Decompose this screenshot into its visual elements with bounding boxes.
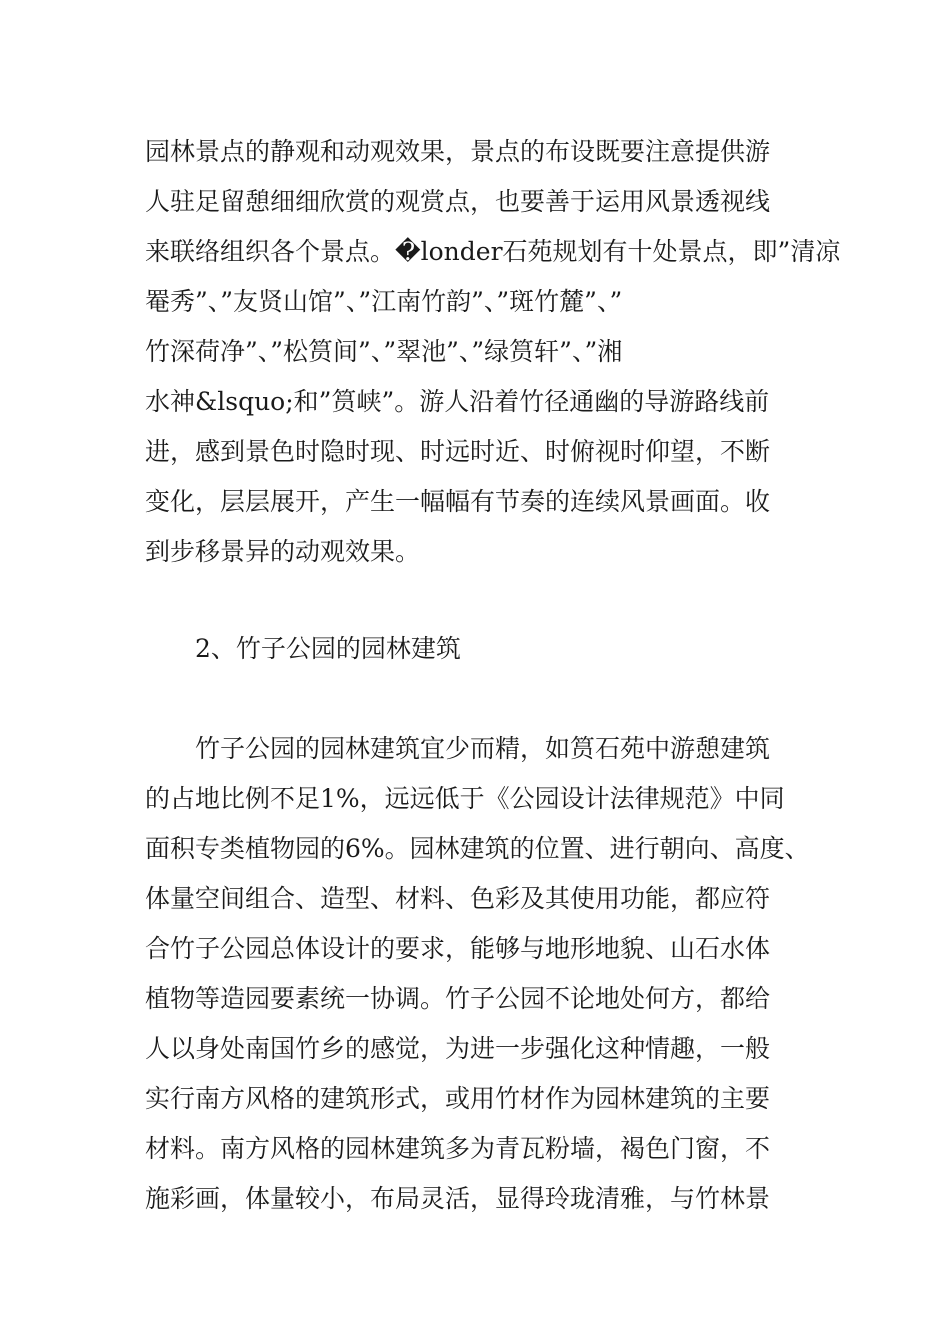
- text-line: 的占地比例不足1%，远远低于《公园设计法律规范》中同: [145, 784, 785, 813]
- text-line: 竹子公园的园林建筑宜少而精，如筼石苑中游憩建筑: [195, 734, 771, 763]
- text-line: 施彩画，体量较小，布局灵活，显得玲珑清雅，与竹林景: [145, 1184, 771, 1213]
- text-line: 变化，层层展开，产生一幅幅有节奏的连续风景画面。收: [145, 487, 771, 516]
- text-line: 实行南方风格的建筑形式，或用竹材作为园林建筑的主要: [145, 1084, 771, 1113]
- text-line: 竹深荷净”、”松筼间”、”翠池”、”绿筼轩”、”湘: [145, 337, 623, 366]
- text-line: 罨秀”、”友贤山馆”、”江南竹韵”、”斑竹麓”、”: [145, 287, 623, 316]
- text-line: 进，感到景色时隐时现、时远时近、时俯视时仰望，不断: [145, 437, 771, 466]
- section-heading: [145, 624, 825, 674]
- text-line: 面积专类植物园的6%。园林建筑的位置、进行朝向、高度、: [145, 834, 810, 863]
- text-line: 体量空间组合、造型、材料、色彩及其使用功能，都应符: [145, 884, 771, 913]
- paragraph-garden-architecture: [145, 724, 825, 1224]
- text-line: 人驻足留憩细细欣赏的观赏点，也要善于运用风景透视线: [145, 187, 771, 216]
- text-line: 人以身处南国竹乡的感觉，为进一步强化这种情趣，一般: [145, 1034, 771, 1063]
- text-line: 水神&lsquo;和”筼峡”。游人沿着竹径通幽的导游路线前: [145, 387, 770, 416]
- text-line: 园林景点的静观和动观效果，景点的布设既要注意提供游: [145, 137, 771, 166]
- paragraph-landscape-views: [145, 127, 841, 577]
- text-line: 来联络组织各个景点。�londer石苑规划有十处景点，即”清凉: [145, 237, 841, 266]
- heading-text: 2、竹子公园的园林建筑: [195, 634, 461, 663]
- text-line: 材料。南方风格的园林建筑多为青瓦粉墙，褐色门窗，不: [145, 1134, 771, 1163]
- text-line: 到步移景异的动观效果。: [145, 537, 421, 566]
- text-line: 植物等造园要素统一协调。竹子公园不论地处何方，都给: [145, 984, 771, 1013]
- text-line: 合竹子公园总体设计的要求，能够与地形地貌、山石水体: [145, 934, 771, 963]
